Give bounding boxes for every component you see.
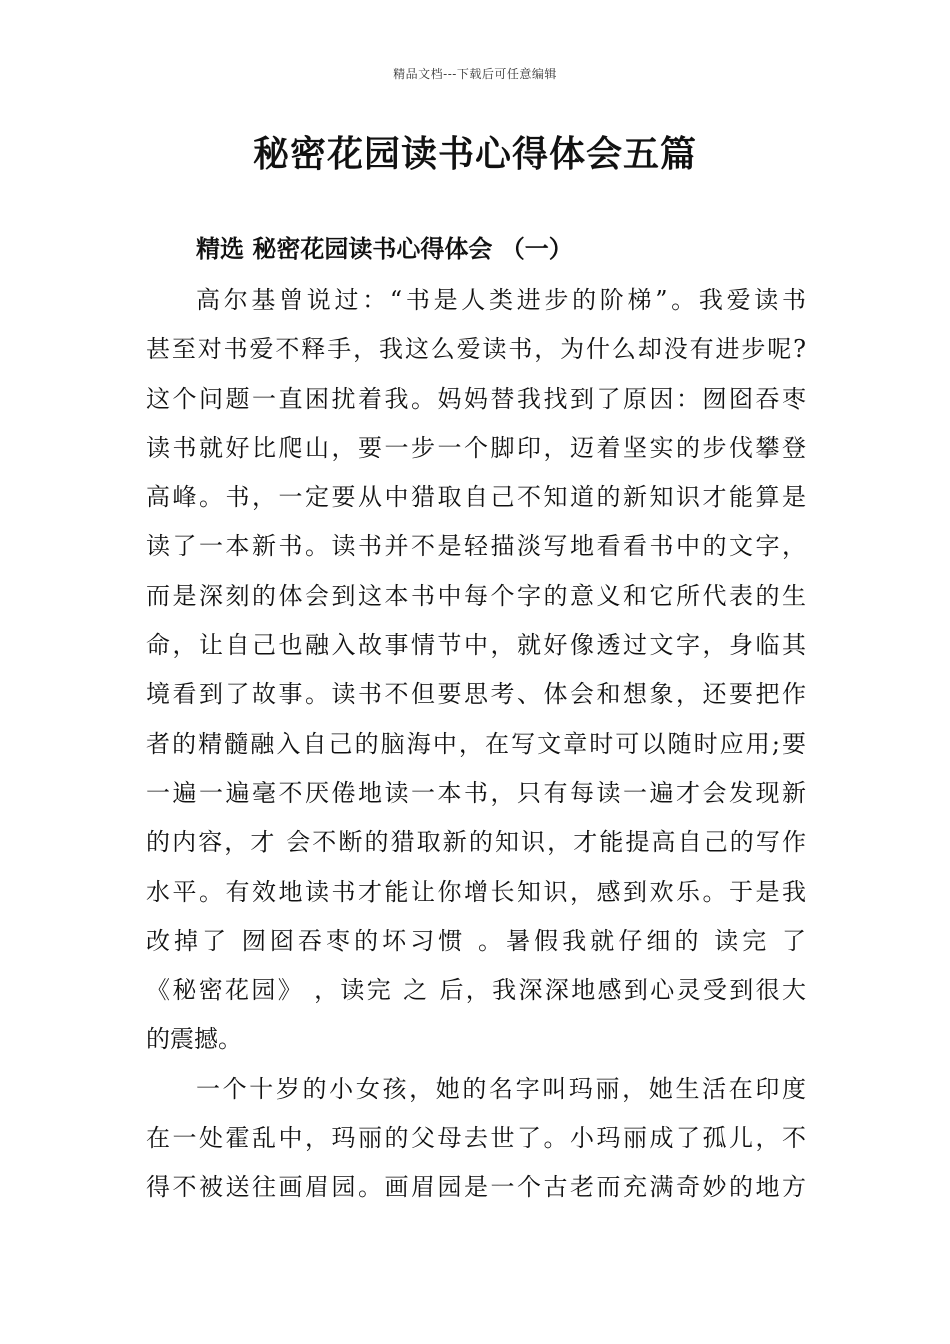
paragraph-line: 而是深刻的体会到这本书中每个字的意义和它所代表的生: [146, 581, 806, 610]
paragraph-line: 甚至对书爱不释手，我这么爱读书，为什么却没有进步呢?: [146, 335, 806, 364]
paragraph-line: 高峰。书，一定要从中猎取自己不知道的新知识才能算是: [146, 483, 806, 512]
paragraph-line: 的内容，才 会不断的猎取新的知识，才能提高自己的写作: [146, 828, 806, 857]
paragraph-line: 读书就好比爬山，要一步一个脚印，迈着坚实的步伐攀登: [146, 433, 806, 462]
paragraph-line: 境看到了故事。读书不但要思考、体会和想象，还要把作: [146, 680, 806, 709]
paragraph-line: 改掉了 囫囵吞枣的坏习惯 。暑假我就仔细的 读完 了: [146, 926, 806, 955]
paragraph-line: 命，让自己也融入故事情节中，就好像透过文字，身临其: [146, 631, 806, 660]
paragraph-line: 这个问题一直困扰着我。妈妈替我找到了原因：囫囵吞枣: [146, 384, 806, 413]
paragraph-line: 一遍一遍毫不厌倦地读一本书，只有每读一遍才会发现新: [146, 778, 806, 807]
body-text: [146, 276, 806, 1213]
page-header-note: 精品文档---下载后可任意编辑: [393, 67, 557, 81]
paragraph-line: 高尔基曾说过：“书是人类进步的阶梯”。我爱读书: [196, 286, 806, 314]
document-title: 秘密花园读书心得体会五篇: [252, 133, 697, 175]
paragraph-line: 者的精髓融入自己的脑海中，在写文章时可以随时应用;要: [146, 729, 806, 758]
paragraph-line: 得不被送往画眉园。画眉园是一个古老而充满奇妙的地方: [146, 1173, 806, 1202]
paragraph-line: 《秘密花园》 ，读完 之 后，我深深地感到心灵受到很大: [146, 976, 806, 1005]
section-heading: 精选 秘密花园读书心得体会 （一）: [196, 234, 573, 263]
paragraph-line: 水平。有效地读书才能让你增长知识，感到欢乐。于是我: [146, 877, 806, 906]
paragraph-line: 读了一本新书。读书并不是轻描淡写地看看书中的文字，: [146, 532, 806, 561]
paragraph-line: 一个十岁的小女孩，她的名字叫玛丽，她生活在印度: [196, 1074, 806, 1103]
paragraph-line: 在一处霍乱中，玛丽的父母去世了。小玛丽成了孤儿，不: [146, 1124, 806, 1153]
paragraph-line: 的震撼。: [146, 1025, 242, 1054]
